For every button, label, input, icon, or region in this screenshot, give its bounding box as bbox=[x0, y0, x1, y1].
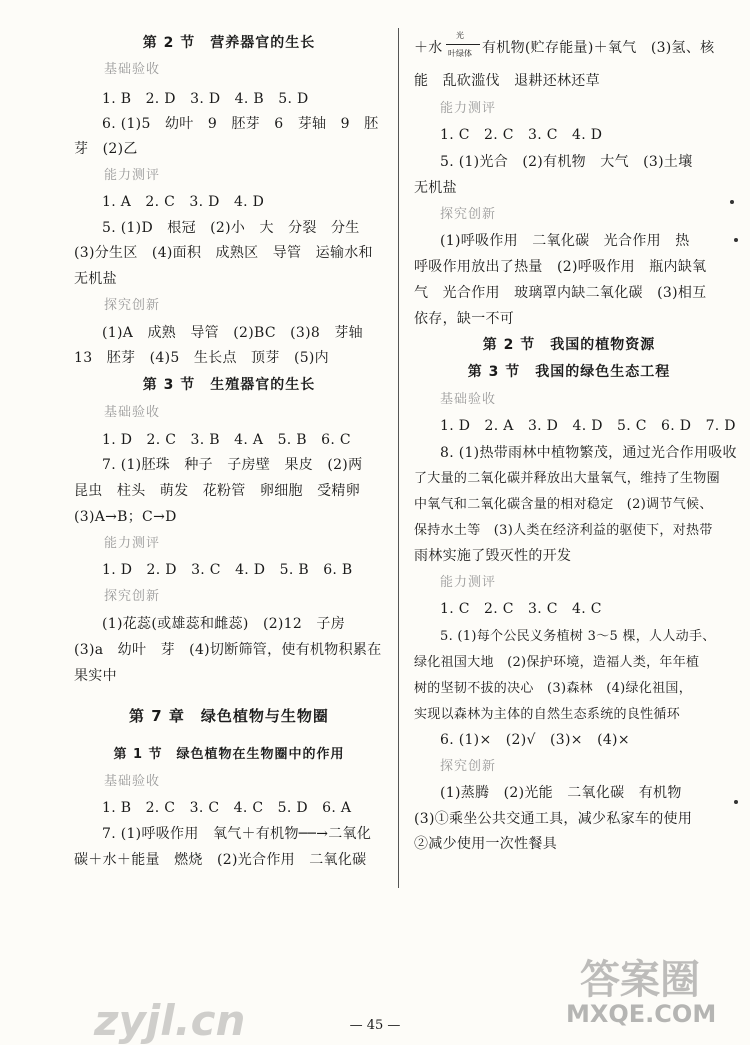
answer-line: 5. (1)D 根冠 (2)小 大 分裂 分生 bbox=[102, 220, 360, 236]
watermark-url: MXQE.COM bbox=[566, 1000, 717, 1028]
subheading-explore: 探究创新 bbox=[440, 759, 497, 774]
equation-condition-light: 光 bbox=[456, 31, 464, 40]
answer-line: 气 光合作用 玻璃罩内缺二氧化碳 (3)相互 bbox=[414, 285, 707, 301]
equation-prefix: ＋水 bbox=[414, 40, 443, 56]
answer-line: (1)呼吸作用 二氧化碳 光合作用 热 bbox=[440, 233, 690, 249]
answer-line: 6. (1)× (2)√ (3)× (4)× bbox=[440, 732, 630, 748]
page-number: — 45 — bbox=[349, 1018, 401, 1033]
subheading-ability: 能力测评 bbox=[440, 101, 497, 116]
answer-line: 树的坚韧不拔的决心 (3)森林 (4)绿化祖国， bbox=[414, 681, 693, 696]
equation-suffix: 有机物(贮存能量)＋氧气 (3)氢、核 bbox=[482, 40, 715, 56]
answer-line: (3)A→B；C→D bbox=[74, 509, 177, 525]
answer-line: 中氧气和二氧化碳含量的相对稳定 (2)调节气候、 bbox=[414, 497, 713, 512]
answer-line: 6. (1)5 幼叶 9 胚芽 6 芽轴 9 胚 bbox=[102, 116, 379, 132]
equation-condition-chlorophyll: 叶绿体 bbox=[448, 49, 472, 58]
scan-speck bbox=[730, 200, 734, 204]
answer-line: 5. (1)光合 (2)有机物 大气 (3)土壤 bbox=[440, 154, 693, 170]
answer-line: 无机盐 bbox=[74, 271, 117, 287]
column-divider bbox=[398, 28, 399, 888]
subheading-ability: 能力测评 bbox=[104, 536, 161, 551]
reaction-arrow bbox=[446, 44, 480, 45]
answer-line: 1. C 2. C 3. C 4. D bbox=[440, 127, 603, 143]
section-title-nutritive-organs: 第 2 节 营养器官的生长 bbox=[142, 35, 316, 51]
subheading-ability: 能力测评 bbox=[440, 575, 497, 590]
answer-line: (3)分生区 (4)面积 成熟区 导管 运输水和 bbox=[74, 245, 373, 261]
answer-line: 呼吸作用放出了热量 (2)呼吸作用 瓶内缺氧 bbox=[414, 259, 707, 275]
answer-line: 7. (1)胚珠 种子 子房壁 果皮 (2)两 bbox=[102, 457, 363, 473]
answer-line: 1. C 2. C 3. C 4. C bbox=[440, 601, 602, 617]
answer-line: (1)花蕊(或雄蕊和雌蕊) (2)12 子房 bbox=[102, 616, 345, 632]
answer-line: 雨林实施了毁灭性的开发 bbox=[414, 548, 572, 564]
subheading-basic: 基础验收 bbox=[104, 774, 161, 789]
answer-line: 能 乱砍滥伐 退耕还林还草 bbox=[414, 73, 600, 89]
answer-line: 碳＋水＋能量 燃烧 (2)光合作用 二氧化碳 bbox=[74, 852, 367, 868]
subheading-explore: 探究创新 bbox=[104, 298, 161, 313]
subheading-basic: 基础验收 bbox=[440, 392, 497, 407]
scan-speck bbox=[734, 238, 738, 242]
chapter-title: 第 7 章 绿色植物与生物圈 bbox=[129, 707, 329, 725]
section-title-role-in-biosphere: 第 1 节 绿色植物在生物圈中的作用 bbox=[113, 747, 345, 762]
subheading-basic: 基础验收 bbox=[104, 62, 161, 77]
answer-line: (3)①乘坐公共交通工具，减少私家车的使用 bbox=[414, 811, 693, 827]
answer-line: 绿化祖国大地 (2)保护环境，造福人类，年年植 bbox=[414, 655, 700, 670]
answer-line: 1. B 2. D 3. D 4. B 5. D bbox=[102, 91, 309, 107]
answer-line: (1)A 成熟 导管 (2)BC (3)8 芽轴 bbox=[102, 325, 363, 341]
watermark-left: zyjl.cn bbox=[94, 996, 246, 1045]
answer-line: 了大量的二氧化碳并释放出大量氧气，维持了生物圈 bbox=[414, 471, 720, 486]
subheading-ability: 能力测评 bbox=[104, 168, 161, 183]
section-title-green-ecology: 第 3 节 我国的绿色生态工程 bbox=[467, 364, 671, 380]
answer-line: 无机盐 bbox=[414, 180, 457, 196]
answer-line: 1. D 2. A 3. D 4. D 5. C 6. D 7. D bbox=[440, 418, 736, 434]
scan-speck bbox=[734, 800, 738, 804]
subheading-explore: 探究创新 bbox=[440, 207, 497, 222]
answer-line: 果实中 bbox=[74, 668, 117, 684]
answer-line: 8. (1)热带雨林中植物繁茂，通过光合作用吸收 bbox=[440, 445, 737, 461]
section-title-plant-resources: 第 2 节 我国的植物资源 bbox=[482, 337, 656, 353]
watermark-logo: 答案圈 bbox=[580, 957, 700, 1003]
subheading-basic: 基础验收 bbox=[104, 405, 161, 420]
answer-line: (1)蒸腾 (2)光能 二氧化碳 有机物 bbox=[440, 785, 682, 801]
answer-line: ②减少使用一次性餐具 bbox=[414, 836, 557, 852]
answer-line: 实现以森林为主体的自然生态系统的良性循环 bbox=[414, 707, 681, 722]
answer-line: 芽 (2)乙 bbox=[74, 141, 138, 157]
answer-line: 1. B 2. C 3. C 4. C 5. D 6. A bbox=[102, 800, 352, 816]
section-title-reproductive-organs: 第 3 节 生殖器官的生长 bbox=[142, 377, 316, 393]
subheading-explore: 探究创新 bbox=[104, 589, 161, 604]
answer-line: 依存，缺一不可 bbox=[414, 311, 515, 327]
answer-line: 7. (1)呼吸作用 氧气＋有机物──→二氧化 bbox=[102, 826, 372, 842]
answer-line: 1. D 2. D 3. C 4. D 5. B 6. B bbox=[102, 562, 353, 578]
answer-line: 5. (1)每个公民义务植树 3～5 棵，人人动手、 bbox=[440, 629, 716, 644]
answer-line: 保持水土等 (3)人类在经济利益的驱使下，对热带 bbox=[414, 523, 713, 538]
answer-line: 13 胚芽 (4)5 生长点 顶芽 (5)内 bbox=[74, 350, 329, 366]
answer-line: 昆虫 柱头 萌发 花粉管 卵细胞 受精卵 bbox=[74, 483, 360, 499]
answer-line: (3)a 幼叶 芽 (4)切断筛管，使有机物积累在 bbox=[74, 642, 382, 658]
answer-line: 1. D 2. C 3. B 4. A 5. B 6. C bbox=[102, 432, 351, 448]
answer-line: 1. A 2. C 3. D 4. D bbox=[102, 194, 265, 210]
